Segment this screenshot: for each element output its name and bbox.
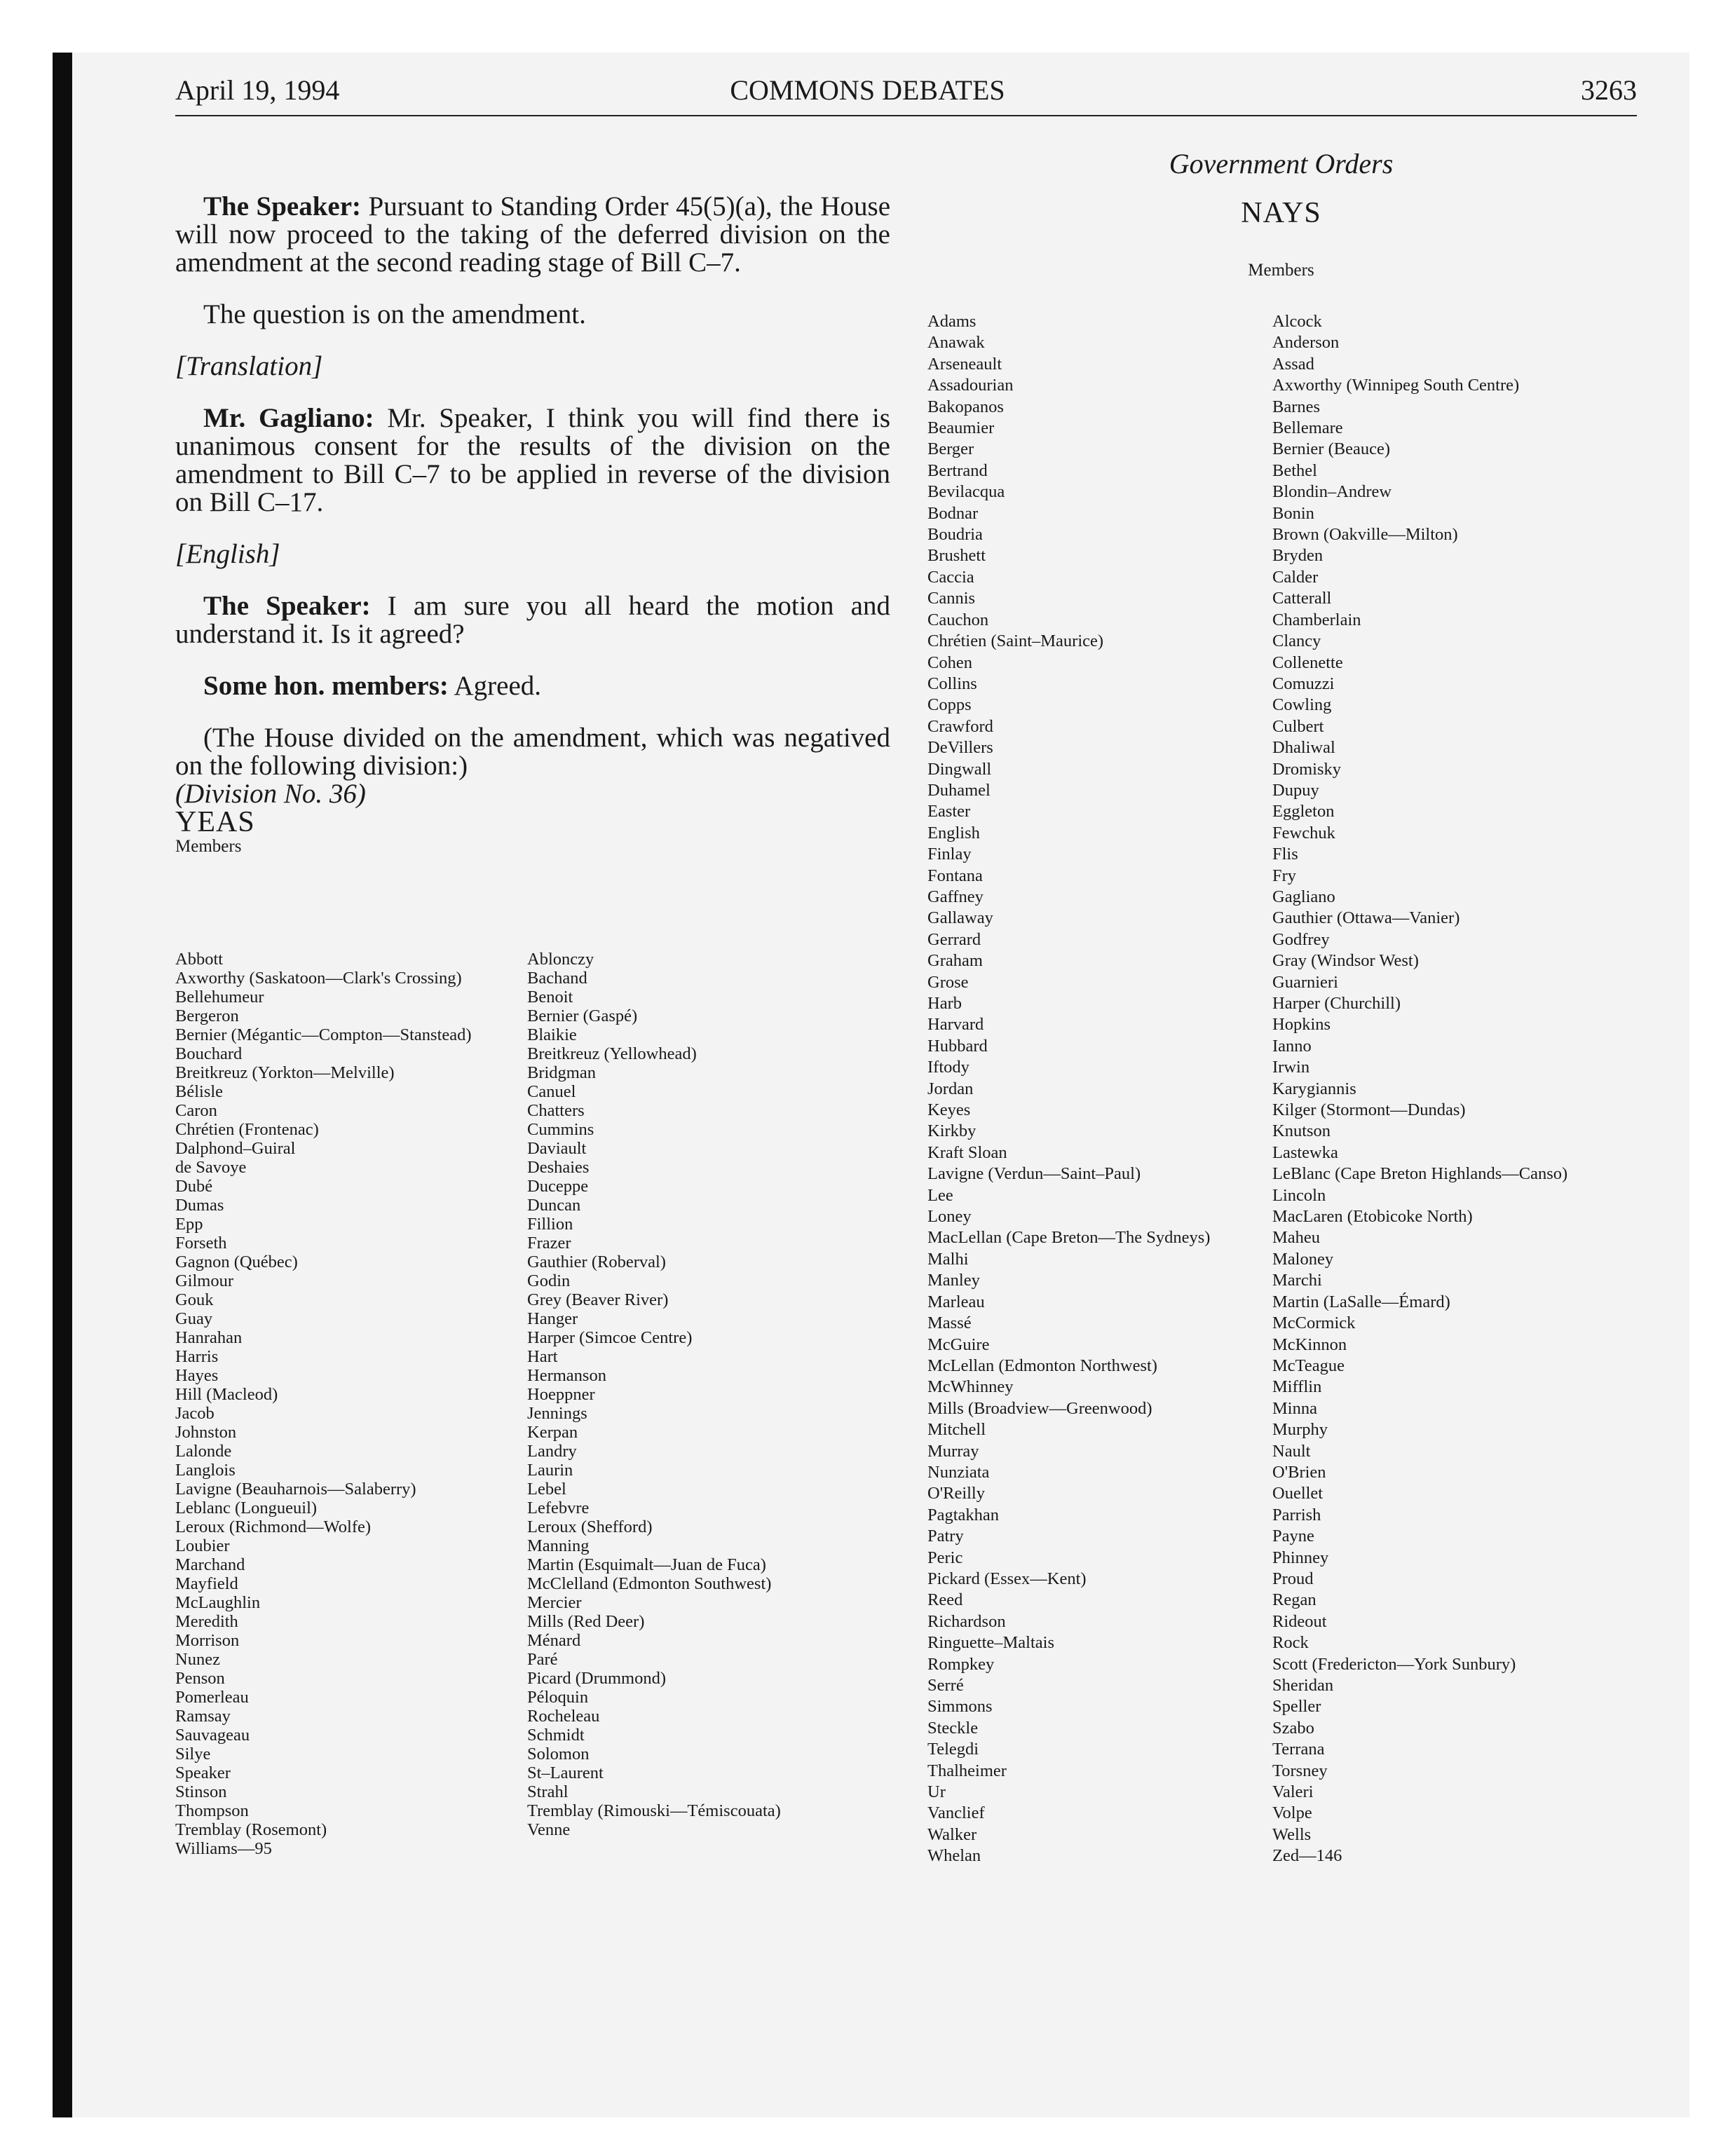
member-name: English bbox=[927, 823, 980, 842]
member-name: Cannis bbox=[927, 589, 976, 608]
member-name: Marleau bbox=[927, 1292, 985, 1311]
member-name: Dromisky bbox=[1272, 759, 1341, 779]
member-name: Beaumier bbox=[927, 418, 995, 438]
member-name: McClelland (Edmonton Southwest) bbox=[527, 1574, 772, 1593]
member-name: Bernier (Gaspé) bbox=[527, 1007, 638, 1025]
header-title: COMMONS DEBATES bbox=[730, 74, 1005, 106]
member-name: Mercier bbox=[527, 1593, 582, 1612]
member-name: Mifflin bbox=[1272, 1377, 1322, 1397]
member-name: Fillion bbox=[527, 1215, 573, 1234]
member-name: Hill (Macleod) bbox=[175, 1385, 278, 1404]
member-name: Breitkreuz (Yellowhead) bbox=[527, 1044, 697, 1063]
member-name: McTeague bbox=[1272, 1356, 1345, 1375]
member-name: Murray bbox=[927, 1441, 979, 1461]
member-name: Hanrahan bbox=[175, 1328, 243, 1347]
member-name: Gagliano bbox=[1272, 887, 1335, 906]
speech-text: I am sure you all heard the motion and understand it. Is it agreed? bbox=[175, 591, 890, 649]
member-name: MacLaren (Etobicoke North) bbox=[1272, 1207, 1473, 1227]
member-name: Anawak bbox=[927, 333, 985, 353]
member-name: Berger bbox=[927, 439, 974, 459]
member-name: Eggleton bbox=[1272, 802, 1335, 821]
member-name: Schmidt bbox=[527, 1726, 585, 1745]
member-name: Dingwall bbox=[927, 759, 992, 779]
member-name: Leroux (Shefford) bbox=[527, 1517, 653, 1536]
member-name: Bellehumeur bbox=[175, 988, 264, 1007]
member-name: Ur bbox=[927, 1782, 946, 1802]
member-name: Lavigne (Beauharnois—Salaberry) bbox=[175, 1480, 416, 1499]
member-name: Gallaway bbox=[927, 908, 993, 928]
member-name: O'Reilly bbox=[927, 1484, 985, 1503]
member-name: Bachand bbox=[527, 969, 587, 988]
member-name: Duceppe bbox=[527, 1177, 589, 1196]
member-name: Ringuette–Maltais bbox=[927, 1633, 1054, 1653]
member-name: Bergeron bbox=[175, 1007, 239, 1025]
member-name: Cauchon bbox=[927, 610, 989, 629]
member-name: MacLellan (Cape Breton—The Sydneys) bbox=[927, 1228, 1211, 1248]
member-name: Kerpan bbox=[527, 1423, 578, 1442]
member-name: McCormick bbox=[1272, 1314, 1356, 1333]
member-name: Duhamel bbox=[927, 780, 991, 800]
member-name: Landry bbox=[527, 1442, 577, 1461]
member-name: Ablonczy bbox=[527, 950, 594, 969]
member-name: Martin (LaSalle—Émard) bbox=[1272, 1292, 1450, 1311]
member-name: Minna bbox=[1272, 1398, 1317, 1418]
member-name: Karygiannis bbox=[1272, 1079, 1356, 1098]
member-name: Catterall bbox=[1272, 589, 1332, 608]
member-name: Bernier (Beauce) bbox=[1272, 439, 1390, 459]
member-name: Lastewka bbox=[1272, 1142, 1338, 1162]
member-name: Ramsay bbox=[175, 1707, 231, 1726]
member-name: Lebel bbox=[527, 1480, 566, 1499]
member-name: Richardson bbox=[927, 1611, 1006, 1631]
member-name: Copps bbox=[927, 695, 972, 715]
member-name: Mills (Red Deer) bbox=[527, 1612, 645, 1631]
member-name: Godin bbox=[527, 1271, 571, 1290]
member-name: Crawford bbox=[927, 716, 993, 736]
member-name: Laurin bbox=[527, 1461, 573, 1480]
member-name: Leblanc (Longueuil) bbox=[175, 1499, 318, 1517]
member-name: Gouk bbox=[175, 1290, 214, 1309]
member-name: Harper (Simcoe Centre) bbox=[527, 1328, 693, 1347]
member-name: Jacob bbox=[175, 1404, 215, 1423]
member-name: Picard (Drummond) bbox=[527, 1669, 666, 1688]
member-name: McKinnon bbox=[1272, 1335, 1347, 1354]
member-name: Graham bbox=[927, 951, 983, 971]
member-name: Kilger (Stormont—Dundas) bbox=[1272, 1100, 1466, 1120]
member-name: Vanclief bbox=[927, 1803, 985, 1823]
member-name: Rompkey bbox=[927, 1654, 995, 1674]
member-name: Adams bbox=[927, 312, 977, 331]
nays-members-label: Members bbox=[1248, 261, 1314, 280]
member-name: Solomon bbox=[527, 1745, 590, 1763]
member-name: Gaffney bbox=[927, 887, 984, 906]
division-note: (The House divided on the amendment, which was negatived on the following division:) bbox=[175, 723, 890, 781]
member-name: Dupuy bbox=[1272, 780, 1319, 800]
member-name: Bonin bbox=[1272, 503, 1314, 523]
member-name: Lavigne (Verdun—Saint–Paul) bbox=[927, 1164, 1141, 1184]
member-name: Rock bbox=[1272, 1633, 1309, 1653]
member-name: Marchi bbox=[1272, 1271, 1322, 1290]
member-name: Speller bbox=[1272, 1697, 1321, 1717]
member-name: Harris bbox=[175, 1347, 219, 1366]
member-name: Pagtakhan bbox=[927, 1505, 1000, 1524]
member-name: Volpe bbox=[1272, 1803, 1312, 1823]
member-name: Axworthy (Winnipeg South Centre) bbox=[1272, 376, 1520, 395]
member-name: LeBlanc (Cape Breton Highlands—Canso) bbox=[1272, 1164, 1568, 1184]
member-name: Gilmour bbox=[175, 1271, 234, 1290]
member-name: Fontana bbox=[927, 866, 983, 885]
member-name: Thalheimer bbox=[927, 1761, 1007, 1780]
member-name: Tremblay (Rosemont) bbox=[175, 1820, 327, 1839]
member-name: Bélisle bbox=[175, 1082, 224, 1101]
member-name: Chatters bbox=[527, 1101, 585, 1120]
member-name: Fry bbox=[1272, 866, 1297, 885]
division-number: (Division No. 36) bbox=[175, 779, 366, 809]
member-name: Epp bbox=[175, 1215, 203, 1234]
member-name: Ménard bbox=[527, 1631, 581, 1650]
member-name: Marchand bbox=[175, 1555, 245, 1574]
member-name: Scott (Fredericton—York Sunbury) bbox=[1272, 1654, 1516, 1674]
member-name: Lefebvre bbox=[527, 1499, 590, 1517]
member-name: Daviault bbox=[527, 1139, 587, 1158]
speech-text: Agreed. bbox=[448, 671, 542, 701]
member-name: Cohen bbox=[927, 653, 972, 672]
member-name: Iftody bbox=[927, 1058, 969, 1077]
member-name: Zed—146 bbox=[1272, 1846, 1342, 1866]
member-name: Simmons bbox=[927, 1697, 993, 1717]
speaker-name: Mr. Gagliano: bbox=[203, 403, 374, 433]
member-name: Deshaies bbox=[527, 1158, 590, 1177]
speech-text: Pursuant to Standing Order 45(5)(a), the House will now proceed to the taking of the deferred division on the amendment at the second reading stage of Bill C–7. bbox=[175, 191, 890, 278]
speaker-name: Some hon. members: bbox=[203, 671, 449, 701]
member-name: Gauthier (Roberval) bbox=[527, 1253, 666, 1271]
member-name: Sheridan bbox=[1272, 1676, 1334, 1695]
member-name: McGuire bbox=[927, 1335, 990, 1354]
member-name: Forseth bbox=[175, 1234, 227, 1253]
member-name: Morrison bbox=[175, 1631, 240, 1650]
member-name: Kraft Sloan bbox=[927, 1142, 1007, 1162]
member-name: Godfrey bbox=[1272, 929, 1330, 949]
member-name: Speaker bbox=[175, 1763, 231, 1782]
member-name: Massé bbox=[927, 1314, 972, 1333]
member-name: Williams—95 bbox=[175, 1839, 272, 1858]
question-paragraph: The question is on the amendment. bbox=[203, 299, 586, 329]
member-name: Regan bbox=[1272, 1590, 1316, 1610]
member-name: Terrana bbox=[1272, 1740, 1325, 1759]
member-name: Wells bbox=[1272, 1824, 1312, 1844]
member-name: Stinson bbox=[175, 1782, 227, 1801]
debate-text-column bbox=[175, 193, 890, 857]
member-name: Chrétien (Frontenac) bbox=[175, 1120, 319, 1139]
member-name: Arseneault bbox=[927, 354, 1002, 374]
member-name: Parrish bbox=[1272, 1505, 1321, 1524]
member-name: Irwin bbox=[1272, 1058, 1310, 1077]
member-name: Steckle bbox=[927, 1718, 979, 1738]
member-name: Payne bbox=[1272, 1527, 1314, 1546]
member-name: Hubbard bbox=[927, 1036, 988, 1056]
member-name: Keyes bbox=[927, 1100, 971, 1120]
member-name: Kirkby bbox=[927, 1121, 977, 1141]
member-name: de Savoye bbox=[175, 1158, 247, 1177]
member-name: Martin (Esquimalt—Juan de Fuca) bbox=[527, 1555, 766, 1574]
member-name: Jordan bbox=[927, 1079, 974, 1098]
member-name: Grey (Beaver River) bbox=[527, 1290, 669, 1309]
yeas-heading: YEAS bbox=[175, 806, 255, 838]
member-name: Valeri bbox=[1272, 1782, 1314, 1802]
member-name: Phinney bbox=[1272, 1548, 1329, 1567]
member-name: Boudria bbox=[927, 525, 983, 545]
member-name: Bevilacqua bbox=[927, 482, 1005, 502]
member-name: Bellemare bbox=[1272, 418, 1343, 438]
member-name: O'Brien bbox=[1272, 1462, 1326, 1482]
member-name: Penson bbox=[175, 1669, 225, 1688]
nays-list-column-2 bbox=[1272, 311, 1567, 1867]
member-name: Brown (Oakville—Milton) bbox=[1272, 525, 1458, 545]
member-name: Cummins bbox=[527, 1120, 594, 1139]
member-name: Bernier (Mégantic—Compton—Stanstead) bbox=[175, 1025, 472, 1044]
member-name: Patry bbox=[927, 1527, 964, 1546]
member-name: Dhaliwal bbox=[1272, 738, 1335, 758]
member-name: Malhi bbox=[927, 1249, 969, 1269]
member-name: Culbert bbox=[1272, 716, 1324, 736]
member-name: Maheu bbox=[1272, 1228, 1321, 1248]
member-name: Pomerleau bbox=[175, 1688, 249, 1707]
speaker-paragraph-3 bbox=[175, 592, 890, 648]
member-name: Sauvageau bbox=[175, 1726, 250, 1745]
member-name: Anderson bbox=[1272, 333, 1340, 353]
yeas-members-label: Members bbox=[175, 837, 242, 856]
member-name: Maloney bbox=[1272, 1249, 1334, 1269]
member-name: Nault bbox=[1272, 1441, 1311, 1461]
member-name: DeVillers bbox=[927, 738, 993, 758]
member-name: Paré bbox=[527, 1650, 558, 1669]
member-name: Canuel bbox=[527, 1082, 576, 1101]
member-name: Peric bbox=[927, 1548, 963, 1567]
member-name: Gray (Windsor West) bbox=[1272, 951, 1419, 971]
speaker-paragraph-4 bbox=[175, 672, 890, 700]
member-name: Guay bbox=[175, 1309, 213, 1328]
member-name: Thompson bbox=[175, 1801, 249, 1820]
member-name: Dubé bbox=[175, 1177, 213, 1196]
member-name: Mills (Broadview—Greenwood) bbox=[927, 1398, 1152, 1418]
member-name: Loubier bbox=[175, 1536, 230, 1555]
member-name: Pickard (Essex—Kent) bbox=[927, 1569, 1087, 1588]
member-name: Easter bbox=[927, 802, 971, 821]
member-name: Manning bbox=[527, 1536, 590, 1555]
member-name: Grose bbox=[927, 972, 969, 992]
member-name: Cowling bbox=[1272, 695, 1332, 715]
member-name: Rideout bbox=[1272, 1611, 1327, 1631]
member-name: Bryden bbox=[1272, 546, 1324, 566]
speaker-paragraph-1 bbox=[175, 193, 890, 277]
member-name: Walker bbox=[927, 1824, 977, 1844]
member-name: Szabo bbox=[1272, 1718, 1314, 1738]
member-name: Proud bbox=[1272, 1569, 1314, 1588]
member-name: Assad bbox=[1272, 354, 1314, 374]
speaker-name: The Speaker: bbox=[203, 191, 362, 221]
member-name: Fewchuk bbox=[1272, 823, 1335, 842]
member-name: Harper (Churchill) bbox=[1272, 994, 1401, 1013]
member-name: McLellan (Edmonton Northwest) bbox=[927, 1356, 1157, 1375]
member-name: Harb bbox=[927, 994, 962, 1013]
member-name: Lincoln bbox=[1272, 1185, 1326, 1205]
english-tag: [English] bbox=[175, 539, 280, 569]
member-name: Rocheleau bbox=[527, 1707, 600, 1726]
member-name: Brushett bbox=[927, 546, 986, 566]
member-name: Gauthier (Ottawa—Vanier) bbox=[1272, 908, 1460, 928]
member-name: Caccia bbox=[927, 567, 974, 587]
member-name: Gerrard bbox=[927, 929, 981, 949]
member-name: Whelan bbox=[927, 1846, 981, 1866]
member-name: Johnston bbox=[175, 1423, 237, 1442]
member-name: Silye bbox=[175, 1745, 211, 1763]
member-name: Lee bbox=[927, 1185, 953, 1205]
member-name: Murphy bbox=[1272, 1420, 1328, 1440]
member-name: Bodnar bbox=[927, 503, 979, 523]
member-name: Abbott bbox=[175, 950, 224, 969]
member-name: Jennings bbox=[527, 1404, 587, 1423]
member-name: Hart bbox=[527, 1347, 558, 1366]
member-name: Harvard bbox=[927, 1015, 984, 1035]
member-name: Lalonde bbox=[175, 1442, 232, 1461]
member-name: Benoit bbox=[527, 988, 573, 1007]
speaker-paragraph-2 bbox=[175, 404, 890, 517]
translation-tag: [Translation] bbox=[175, 351, 323, 381]
member-name: Alcock bbox=[1272, 312, 1322, 331]
member-name: Clancy bbox=[1272, 632, 1321, 651]
header-date: April 19, 1994 bbox=[175, 74, 340, 106]
member-name: St–Laurent bbox=[527, 1763, 604, 1782]
member-name: Langlois bbox=[175, 1461, 236, 1480]
member-name: Flis bbox=[1272, 845, 1298, 864]
section-title: Government Orders bbox=[1169, 148, 1394, 179]
member-name: Hanger bbox=[527, 1309, 578, 1328]
yeas-list-column-1 bbox=[175, 950, 472, 1858]
member-name: Guarnieri bbox=[1272, 972, 1338, 992]
member-name: Chrétien (Saint–Maurice) bbox=[927, 632, 1104, 651]
speaker-name: The Speaker: bbox=[203, 591, 371, 621]
member-name: Bridgman bbox=[527, 1063, 596, 1082]
member-name: Duncan bbox=[527, 1196, 581, 1215]
member-name: Venne bbox=[527, 1820, 571, 1839]
nays-heading: NAYS bbox=[1241, 197, 1321, 229]
member-name: Comuzzi bbox=[1272, 674, 1335, 693]
member-name: Hayes bbox=[175, 1366, 219, 1385]
member-name: Bethel bbox=[1272, 460, 1317, 480]
member-name: Caron bbox=[175, 1101, 217, 1120]
member-name: Axworthy (Saskatoon—Clark's Crossing) bbox=[175, 969, 462, 988]
nays-list-column-1 bbox=[927, 311, 1210, 1867]
member-name: Nunez bbox=[175, 1650, 220, 1669]
member-name: Bertrand bbox=[927, 460, 988, 480]
member-name: Serré bbox=[927, 1676, 964, 1695]
member-name: Blaikie bbox=[527, 1025, 577, 1044]
member-name: Péloquin bbox=[527, 1688, 589, 1707]
member-name: Hermanson bbox=[527, 1366, 606, 1385]
member-name: Ianno bbox=[1272, 1036, 1312, 1056]
page-number: 3263 bbox=[1581, 74, 1637, 106]
member-name: Dalphond–Guiral bbox=[175, 1139, 296, 1158]
member-name: Collins bbox=[927, 674, 977, 693]
member-name: Leroux (Richmond—Wolfe) bbox=[175, 1517, 372, 1536]
member-name: Calder bbox=[1272, 567, 1319, 587]
member-name: Reed bbox=[927, 1590, 963, 1610]
member-name: Breitkreuz (Yorkton—Melville) bbox=[175, 1063, 395, 1082]
member-name: Mayfield bbox=[175, 1574, 238, 1593]
member-name: Tremblay (Rimouski—Témiscouata) bbox=[527, 1801, 781, 1820]
member-name: Torsney bbox=[1272, 1761, 1328, 1780]
member-name: Chamberlain bbox=[1272, 610, 1361, 629]
member-name: Meredith bbox=[175, 1612, 238, 1631]
member-name: Strahl bbox=[527, 1782, 569, 1801]
member-name: Assadourian bbox=[927, 376, 1014, 395]
member-name: Frazer bbox=[527, 1234, 571, 1253]
member-name: Hoeppner bbox=[527, 1385, 595, 1404]
member-name: Barnes bbox=[1272, 397, 1321, 416]
member-name: Mitchell bbox=[927, 1420, 986, 1440]
member-name: Manley bbox=[927, 1271, 980, 1290]
member-name: Nunziata bbox=[927, 1462, 990, 1482]
member-name: Blondin–Andrew bbox=[1272, 482, 1392, 502]
member-name: Dumas bbox=[175, 1196, 224, 1215]
yeas-list-column-2 bbox=[527, 950, 781, 1839]
member-name: Hopkins bbox=[1272, 1015, 1331, 1035]
member-name: Bakopanos bbox=[927, 397, 1004, 416]
member-name: Ouellet bbox=[1272, 1484, 1324, 1503]
member-name: McWhinney bbox=[927, 1377, 1014, 1397]
member-name: Finlay bbox=[927, 845, 972, 864]
header-rule bbox=[175, 115, 1637, 116]
member-name: Bouchard bbox=[175, 1044, 243, 1063]
speech-text: Mr. Speaker, I think you will find there is unanimous consent for the results of the division on the amendment to Bill C–7 to be applied in reverse of the division on Bill C–17. bbox=[175, 403, 890, 517]
member-name: McLaughlin bbox=[175, 1593, 261, 1612]
member-name: Gagnon (Québec) bbox=[175, 1253, 298, 1271]
member-name: Loney bbox=[927, 1207, 972, 1227]
member-name: Telegdi bbox=[927, 1740, 979, 1759]
member-name: Knutson bbox=[1272, 1121, 1331, 1141]
member-name: Collenette bbox=[1272, 653, 1343, 672]
